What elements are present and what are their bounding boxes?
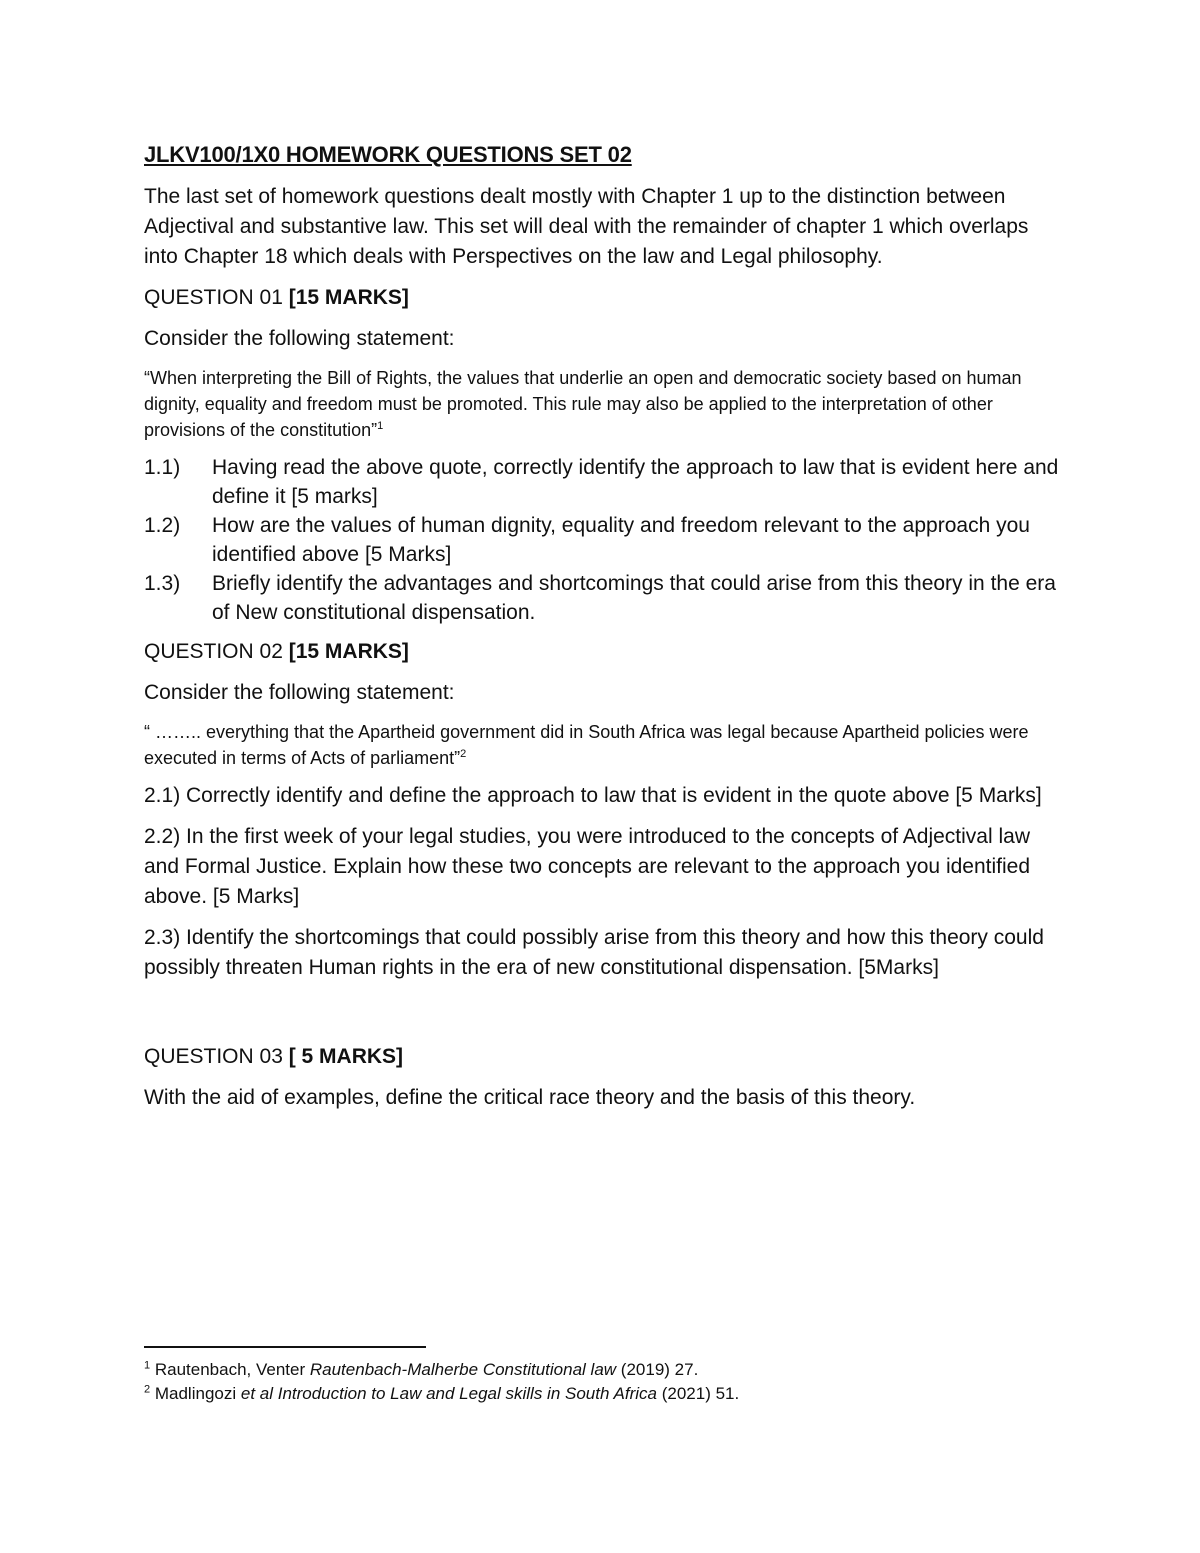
quote-02-text: “ …….. everything that the Apartheid government did in South Africa was legal because Apartheid policies were executed in terms of Acts of parliament” [144,722,1029,768]
item-number: 1.3) [144,572,181,595]
footnote-ref-2: 2 [460,748,467,760]
question-item [144,569,1064,627]
question-01-items [144,453,1064,627]
question-02-part-1: 2.1) Correctly identify and define the approach to law that is evident in the quote above [5 Marks] [144,784,1042,807]
question-02-heading [144,637,1064,667]
question-item [144,511,1064,569]
blank-line [144,994,1064,1032]
footnote-author: Rautenbach, Venter [154,1360,306,1379]
footnote-number: 2 [144,1383,151,1396]
question-02-part-2: 2.2) In the first week of your legal studies, you were introduced to the concepts of Adjectival law and Formal Justice. Explain how these two concepts are relevant to the approach you identified above. [5 Marks] [144,825,1031,908]
question-03-heading [144,1042,1064,1072]
item-number: 1.1) [144,456,181,479]
question-02-quote [144,719,1064,771]
document-page [144,140,1064,1124]
footnote-number: 1 [144,1359,151,1372]
question-01-label: QUESTION 01 [144,286,283,309]
footnote-title: Rautenbach-Malherbe Constitutional law [309,1360,617,1379]
question-02-marks: [15 MARKS] [288,640,409,663]
footnote-citation: (2019) 27. [620,1360,699,1379]
footnote-title: et al Introduction to Law and Legal skills in South Africa [240,1384,657,1403]
item-number: 1.2) [144,514,181,537]
footnote-author: Madlingozi [154,1384,237,1403]
intro-paragraph: The last set of homework questions dealt mostly with Chapter 1 up to the distinction between Adjectival and substantive law. This set will deal with the remainder of chapter 1 which overlaps into Chapter 18 which deals with Perspectives on the law and Legal philosophy. [144,185,1029,268]
item-text: Briefly identify the advantages and shortcomings that could arise from this theory in the era of New constitutional dispensation. [212,572,1056,624]
question-02-prompt: Consider the following statement: [144,681,455,704]
footnote-divider [144,1346,426,1348]
footnote-1 [144,1358,1064,1382]
question-03-text: With the aid of examples, define the critical race theory and the basis of this theory. [144,1086,916,1109]
question-03-label: QUESTION 03 [144,1045,283,1068]
footnote-ref-1: 1 [377,420,384,432]
footnote-2 [144,1382,1064,1406]
quote-01-text: “When interpreting the Bill of Rights, the values that underlie an open and democratic society based on human dignity, equality and freedom must be promoted. This rule may also be applied to the interpretation of other provisions of the constitution” [144,368,1022,440]
item-text: How are the values of human dignity, equality and freedom relevant to the approach you identified above [5 Marks] [212,514,1030,566]
footnote-citation: (2021) 51. [661,1384,740,1403]
question-01-quote [144,365,1064,443]
question-01-prompt: Consider the following statement: [144,327,455,350]
question-01-heading [144,283,1064,313]
question-02-part-3: 2.3) Identify the shortcomings that could possibly arise from this theory and how this theory could possibly threaten Human rights in the era of new constitutional dispensation. [5Marks] [144,926,1044,979]
question-03-marks: [ 5 MARKS] [288,1045,404,1068]
question-01-marks: [15 MARKS] [288,286,409,309]
question-02-label: QUESTION 02 [144,640,283,663]
question-item [144,453,1064,511]
footnotes [144,1358,1064,1406]
document-title: JLKV100/1X0 HOMEWORK QUESTIONS SET 02 [144,142,632,167]
item-text: Having read the above quote, correctly identify the approach to law that is evident here and define it [5 marks] [212,456,1059,508]
